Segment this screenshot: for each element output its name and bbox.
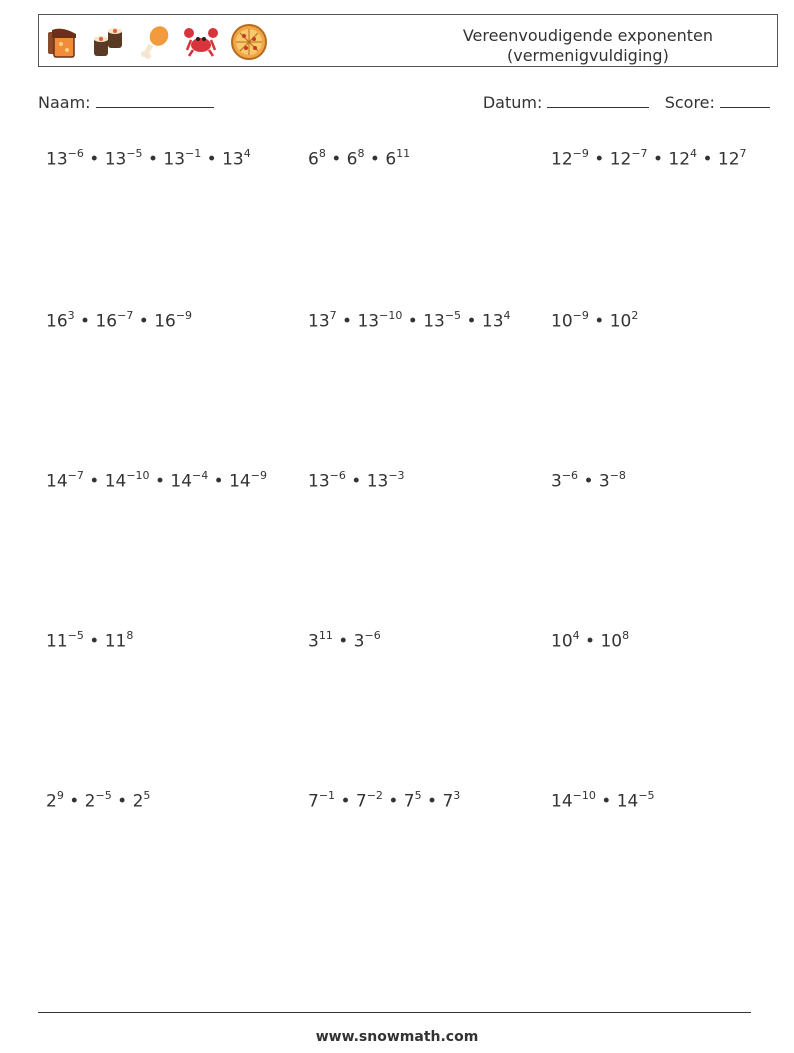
term-exponent: −1 xyxy=(318,789,336,802)
term-exponent: 4 xyxy=(572,629,580,642)
date-score-fields xyxy=(483,93,770,112)
multiply-dot: • xyxy=(149,471,171,492)
multiply-dot: • xyxy=(364,149,386,170)
term-base: 12 xyxy=(551,149,573,170)
term-exponent: −10 xyxy=(379,309,403,322)
term-exponent: 8 xyxy=(318,147,326,160)
multiply-dot: • xyxy=(335,791,356,812)
term-exponent: −7 xyxy=(67,469,84,482)
multiply-dot: • xyxy=(402,311,424,332)
term-base: 14 xyxy=(46,471,68,492)
term-exponent: 4 xyxy=(243,147,251,160)
term-base: 7 xyxy=(355,791,367,812)
term-base: 16 xyxy=(46,311,68,332)
multiply-dot: • xyxy=(111,791,133,812)
term-exponent: 7 xyxy=(739,147,747,160)
term-base: 3 xyxy=(308,631,319,652)
term-base: 13 xyxy=(163,149,186,170)
term-exponent: 11 xyxy=(318,629,333,642)
term-exponent: −7 xyxy=(117,309,134,322)
problem-3 xyxy=(551,148,747,170)
term-base: 12 xyxy=(717,149,740,170)
bread-icon xyxy=(44,24,80,60)
term-base: 13 xyxy=(308,471,330,492)
name-label: Naam: xyxy=(38,93,91,112)
multiply-dot: • xyxy=(461,311,482,332)
multiply-dot: • xyxy=(421,791,443,812)
term-base: 10 xyxy=(600,631,623,652)
term-base: 13 xyxy=(366,471,389,492)
crab-icon xyxy=(182,24,220,60)
term-base: 2 xyxy=(46,791,57,812)
date-blank[interactable] xyxy=(547,93,649,108)
multiply-dot: • xyxy=(595,791,617,812)
term-exponent: 7 xyxy=(329,309,337,322)
term-base: 13 xyxy=(222,149,244,170)
multiply-dot: • xyxy=(697,149,718,170)
multiply-dot: • xyxy=(63,791,85,812)
problem-1 xyxy=(46,148,251,170)
term-exponent: −5 xyxy=(638,789,655,802)
term-base: 7 xyxy=(403,791,415,812)
chicken-leg-icon xyxy=(136,24,172,60)
term-base: 10 xyxy=(609,311,632,332)
term-base: 3 xyxy=(551,471,562,492)
term-base: 14 xyxy=(229,471,251,492)
term-base: 14 xyxy=(104,471,127,492)
problem-15 xyxy=(551,790,655,812)
term-base: 13 xyxy=(357,311,380,332)
term-exponent: 8 xyxy=(622,629,630,642)
multiply-dot: • xyxy=(578,471,599,492)
term-exponent: −3 xyxy=(388,469,405,482)
term-exponent: −5 xyxy=(126,147,143,160)
multiply-dot: • xyxy=(83,149,105,170)
score-label: Score: xyxy=(664,93,715,112)
problem-7 xyxy=(46,470,267,492)
pizza-icon xyxy=(230,23,268,61)
multiply-dot: • xyxy=(588,149,610,170)
term-base: 16 xyxy=(154,311,176,332)
term-base: 14 xyxy=(551,791,573,812)
term-exponent: 9 xyxy=(56,789,64,802)
term-exponent: 2 xyxy=(631,309,639,322)
multiply-dot: • xyxy=(336,311,358,332)
problem-5 xyxy=(308,310,511,332)
term-base: 13 xyxy=(46,149,68,170)
multiply-dot: • xyxy=(208,471,230,492)
term-base: 2 xyxy=(84,791,96,812)
term-exponent: −9 xyxy=(250,469,267,482)
term-exponent: −5 xyxy=(67,629,84,642)
term-exponent: −7 xyxy=(631,147,648,160)
term-exponent: −10 xyxy=(572,789,596,802)
term-base: 7 xyxy=(308,791,319,812)
term-base: 12 xyxy=(609,149,632,170)
multiply-dot: • xyxy=(142,149,164,170)
multiply-dot: • xyxy=(588,311,610,332)
term-base: 10 xyxy=(551,631,573,652)
term-exponent: −8 xyxy=(609,469,626,482)
score-blank[interactable] xyxy=(720,93,770,108)
name-blank[interactable] xyxy=(96,93,214,108)
term-exponent: −6 xyxy=(329,469,346,482)
term-exponent: −6 xyxy=(561,469,579,482)
multiply-dot: • xyxy=(332,631,354,652)
term-base: 14 xyxy=(170,471,193,492)
multiply-dot: • xyxy=(345,471,367,492)
term-exponent: 8 xyxy=(357,147,365,160)
term-exponent: 5 xyxy=(143,789,151,802)
name-field[interactable] xyxy=(38,93,214,112)
term-exponent: −9 xyxy=(572,147,589,160)
title-line-1: Vereenvoudigende exponenten xyxy=(462,26,713,45)
term-base: 3 xyxy=(598,471,610,492)
term-base: 11 xyxy=(104,631,127,652)
term-base: 10 xyxy=(551,311,573,332)
term-base: 14 xyxy=(616,791,639,812)
term-base: 13 xyxy=(423,311,445,332)
problem-4 xyxy=(46,310,192,332)
header-box xyxy=(38,14,778,67)
term-exponent: 3 xyxy=(67,309,75,322)
term-base: 13 xyxy=(104,149,127,170)
term-base: 6 xyxy=(346,149,358,170)
term-exponent: −10 xyxy=(126,469,150,482)
term-exponent: −6 xyxy=(67,147,84,160)
problem-12 xyxy=(551,630,629,652)
multiply-dot: • xyxy=(74,311,96,332)
term-exponent: −1 xyxy=(185,147,202,160)
multiply-dot: • xyxy=(325,149,347,170)
worksheet-title xyxy=(463,26,713,66)
term-exponent: 8 xyxy=(126,629,134,642)
footer-divider xyxy=(38,1012,751,1013)
term-base: 16 xyxy=(95,311,118,332)
multiply-dot: • xyxy=(647,149,669,170)
term-exponent: 5 xyxy=(414,789,422,802)
term-base: 6 xyxy=(385,149,397,170)
icon-row xyxy=(44,22,268,62)
date-label: Datum: xyxy=(482,93,543,112)
title-line-2: (vermenigvuldiging) xyxy=(506,46,669,65)
term-base: 11 xyxy=(46,631,68,652)
term-exponent: −9 xyxy=(175,309,193,322)
problem-10 xyxy=(46,630,133,652)
multiply-dot: • xyxy=(83,631,105,652)
problem-6 xyxy=(551,310,638,332)
problem-11 xyxy=(308,630,381,652)
term-base: 6 xyxy=(308,149,319,170)
term-base: 3 xyxy=(353,631,365,652)
problem-2 xyxy=(308,148,410,170)
term-exponent: 11 xyxy=(396,147,411,160)
term-base: 13 xyxy=(308,311,330,332)
term-exponent: −5 xyxy=(444,309,462,322)
sushi-roll-icon xyxy=(90,24,126,60)
term-exponent: −4 xyxy=(192,469,209,482)
problem-8 xyxy=(308,470,405,492)
multiply-dot: • xyxy=(382,791,404,812)
term-exponent: −5 xyxy=(95,789,112,802)
term-base: 7 xyxy=(442,791,454,812)
multiply-dot: • xyxy=(579,631,601,652)
term-exponent: −6 xyxy=(364,629,381,642)
term-exponent: 4 xyxy=(503,309,511,322)
term-exponent: 4 xyxy=(690,147,698,160)
problem-13 xyxy=(46,790,150,812)
term-exponent: 3 xyxy=(453,789,461,802)
term-base: 12 xyxy=(668,149,691,170)
term-exponent: −9 xyxy=(572,309,589,322)
term-base: 13 xyxy=(481,311,504,332)
term-exponent: −2 xyxy=(366,789,383,802)
term-base: 2 xyxy=(132,791,144,812)
problem-9 xyxy=(551,470,626,492)
problem-14 xyxy=(308,790,460,812)
multiply-dot: • xyxy=(133,311,155,332)
footer-url[interactable]: www.snowmath.com xyxy=(315,1029,479,1045)
multiply-dot: • xyxy=(201,149,223,170)
multiply-dot: • xyxy=(83,471,105,492)
